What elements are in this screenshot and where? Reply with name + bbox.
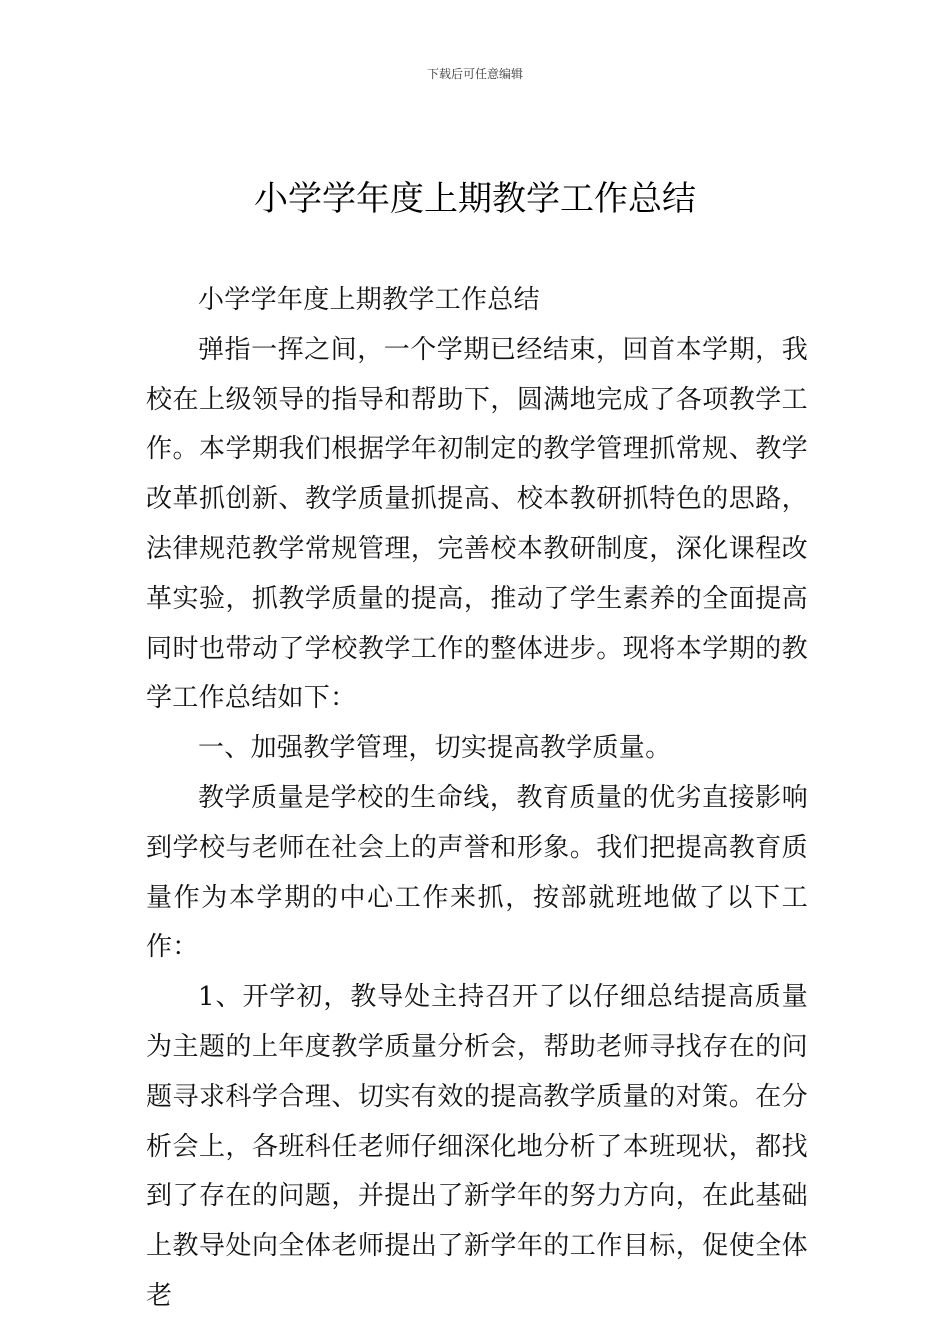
paragraph-intro: 弹指一挥之间，一个学期已经结束，回首本学期，我校在上级领导的指导和帮助下，圆满地完成了各项教学工作。本学期我们根据学年初制定的教学管理抓常规、教学改革抓创新、教学质量抓提高、校本教研抓特色的思路，法律规范教学常规管理，完善校本教研制度，深化课程改革实验，抓教学质量的提高，推动了学生素养的全面提高同时也带动了学校教学工作的整体进步。现将本学期的教学工作总结如下： [146,334,808,714]
section-heading-1: 一、加强教学管理，切实提高教学质量。 [198,733,672,764]
document-body [146,276,808,1322]
document-title: 小学学年度上期教学工作总结 [254,179,696,219]
paragraph-item-1: 1、开学初，教导处主持召开了以仔细总结提高质量为主题的上年度教学质量分析会，帮助老师寻找存在的问题寻求科学合理、切实有效的提高教学质量的对策。在分析会上，各班科任老师仔细深化地分析了本班现状，都找到了存在的问题，并提出了新学年的努力方向，在此基础上教导处向全体老师提出了新学年的工作目标，促使全体老 [146,982,808,1311]
paragraph-subtitle: 小学学年度上期教学工作总结 [198,285,540,315]
paragraph-quality: 教学质量是学校的生命线，教育质量的优劣直接影响到学校与老师在社会上的声誉和形象。我们把提高教育质量作为本学期的中心工作来抓，按部就班地做了以下工作： [146,782,808,963]
header-note: 下载后可任意编辑 [426,67,523,81]
